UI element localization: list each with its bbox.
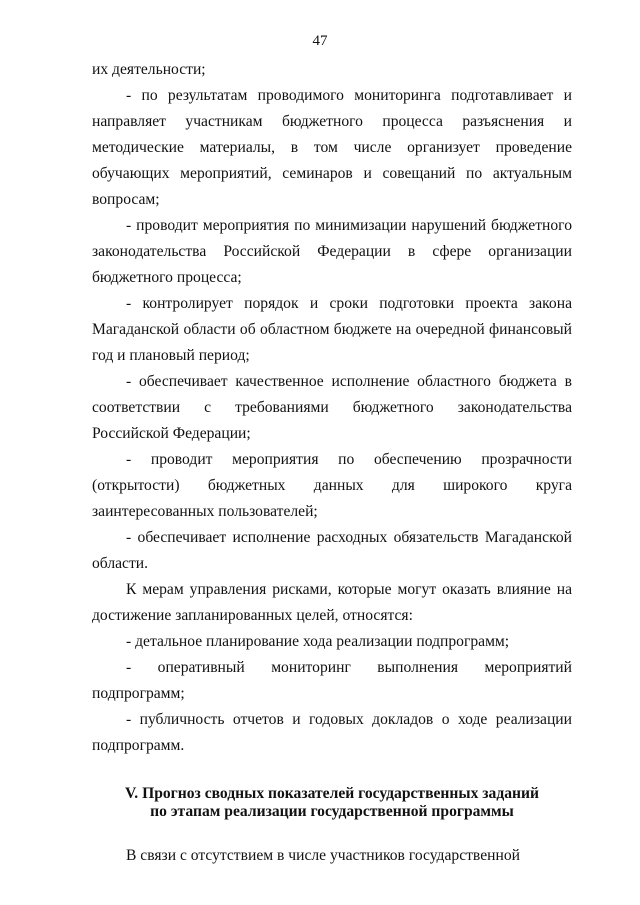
section-heading-line-2: по этапам реализации государственной программы: [150, 803, 514, 820]
document-body: [92, 57, 572, 869]
page-number: 47: [312, 33, 328, 49]
section-heading: [92, 785, 572, 821]
paragraph-transparency: - проводит мероприятия по обеспечению прозрачности (открытости) бюджетных данных для широкого круга заинтересованных пользователей;: [92, 451, 572, 520]
paragraph-continuation: их деятельности;: [92, 61, 206, 78]
paragraph-risk-measures: К мерам управления рисками, которые могут оказать влияние на достижение запланированных целей, относятся:: [92, 581, 572, 624]
paragraph-publicity: - публичность отчетов и годовых докладов о ходе реализации подпрограмм.: [92, 711, 572, 754]
paragraph-minimization: - проводит мероприятия по минимизации нарушений бюджетного законодательства Российской Федерации в сфере организации бюджетного процесса;: [92, 217, 572, 286]
paragraph-planning: - детальное планирование хода реализации подпрограмм;: [126, 633, 510, 650]
paragraph-obligations: - обеспечивает исполнение расходных обязательств Магаданской области.: [92, 529, 572, 572]
section-heading-line-1: V. Прогноз сводных показателей государственных заданий: [125, 785, 539, 802]
paragraph-monitoring: - по результатам проводимого мониторинга подготавливает и направляет участникам бюджетного процесса разъяснения и методические материалы, в том числе организует проведение обучающих мероприятий, семинаров и совещаний по актуальным вопросам;: [92, 87, 572, 208]
paragraph-execution: - обеспечивает качественное исполнение областного бюджета в соответствии с требованиями бюджетного законодательства Российской Федерации;: [92, 373, 572, 442]
paragraph-closing: В связи с отсутствием в числе участников государственной: [126, 847, 520, 864]
paragraph-operational-monitoring: - оперативный мониторинг выполнения мероприятий подпрограмм;: [92, 659, 572, 702]
paragraph-budget-law: - контролирует порядок и сроки подготовки проекта закона Магаданской области об областном бюджете на очередной финансовый год и плановый период;: [92, 295, 572, 364]
